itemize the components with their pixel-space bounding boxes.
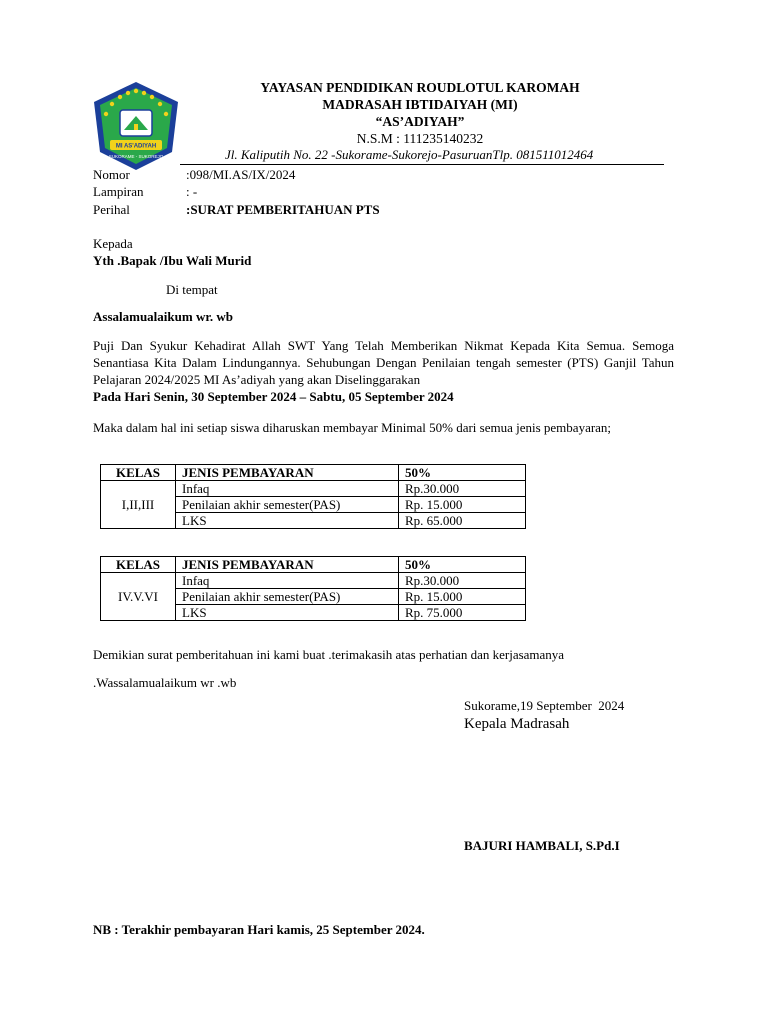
table-cell: Rp. 15.000 [399, 589, 526, 605]
address: Jl. Kaliputih No. 22 -Sukorame-Sukorejo-PasuruanTlp. 081511012464 [225, 147, 594, 162]
table-cell: LKS [176, 513, 399, 529]
school-name: “AS’ADIYAH” [375, 114, 465, 129]
perihal-value: :SURAT PEMBERITAHUAN PTS [186, 202, 380, 217]
logo-text: MI AS'ADIYAH [115, 143, 157, 150]
table-cell: LKS [176, 605, 399, 621]
table-header: JENIS PEMBAYARAN [176, 465, 399, 481]
table-cell: Infaq [176, 481, 399, 497]
kepada: Kepada [93, 236, 133, 251]
table-header: KELAS [101, 557, 176, 573]
nomor-label: Nomor [93, 167, 130, 182]
exam-dates: Pada Hari Senin, 30 September 2024 – Sabtu, 05 September 2024 [93, 389, 454, 404]
paragraph-intro-text: Puji Dan Syukur Kehadirat Allah SWT Yang Telah Memberikan Nikmat Kepada Kita Semua. Semoga Senantiasa Kita Dalam Lindungannya. Sehubungan Dengan Penilaian tengah semester (PTS) Ganjil Tahun Pelajaran 2024/2025 MI As’adiyah yang akan Diselinggarakan [93, 338, 674, 387]
lampiran-value: : - [186, 184, 198, 199]
nsm: N.S.M : 111235140232 [356, 131, 484, 146]
table-cell: Rp.30.000 [399, 573, 526, 589]
kelas-cell: IV.V.VI [101, 573, 176, 621]
payment-note: NB : Terakhir pembayaran Hari kamis, 25 September 2024. [93, 922, 425, 937]
table-cell: Rp. 75.000 [399, 605, 526, 621]
perihal-label: Perihal [93, 202, 130, 217]
closing-salam: .Wassalamualaikum wr .wb [93, 675, 237, 690]
table-cell: Penilaian akhir semester(PAS) [176, 497, 399, 513]
school-logo [90, 80, 182, 172]
table-cell: Rp. 65.000 [399, 513, 526, 529]
logo-bottom-text: SUKORAME - SUKOREJO [108, 154, 164, 159]
fee-table-1 [100, 464, 526, 529]
greeting: Assalamualaikum wr. wb [93, 309, 234, 324]
table-header-row [101, 465, 526, 481]
signatory-title: Kepala Madrasah [464, 716, 570, 732]
fee-table-2 [100, 556, 526, 621]
place-date: Sukorame,19 September 2024 [464, 698, 625, 713]
closing-text: Demikian surat pemberitahuan ini kami buat .terimakasih atas perhatian dan kerjasamanya [93, 647, 565, 662]
paragraph-intro [93, 337, 674, 405]
lampiran-label: Lampiran [93, 184, 144, 199]
table-header: 50% [399, 557, 526, 573]
signatory-name: BAJURI HAMBALI, S.Pd.I [464, 838, 620, 853]
table-cell: Rp.30.000 [399, 481, 526, 497]
foundation-name: YAYASAN PENDIDIKAN ROUDLOTUL KAROMAH [260, 80, 580, 95]
table-header: 50% [399, 465, 526, 481]
kelas-cell: I,II,III [101, 481, 176, 529]
table-cell: Rp. 15.000 [399, 497, 526, 513]
nomor-value: :098/MI.AS/IX/2024 [186, 167, 296, 182]
school-type: MADRASAH IBTIDAIYAH (MI) [322, 97, 518, 112]
recipient-yth: Yth .Bapak /Ibu Wali Murid [93, 253, 252, 268]
table-row [101, 573, 526, 589]
table-header: JENIS PEMBAYARAN [176, 557, 399, 573]
table-cell: Penilaian akhir semester(PAS) [176, 589, 399, 605]
di-tempat: Di tempat [166, 282, 218, 297]
table-header: KELAS [101, 465, 176, 481]
table-cell: Infaq [176, 573, 399, 589]
header-rule [180, 164, 664, 165]
table-row [101, 481, 526, 497]
table-header-row [101, 557, 526, 573]
paragraph-payment: Maka dalam hal ini setiap siswa diharuskan membayar Minimal 50% dari semua jenis pembayaran; [93, 420, 612, 435]
